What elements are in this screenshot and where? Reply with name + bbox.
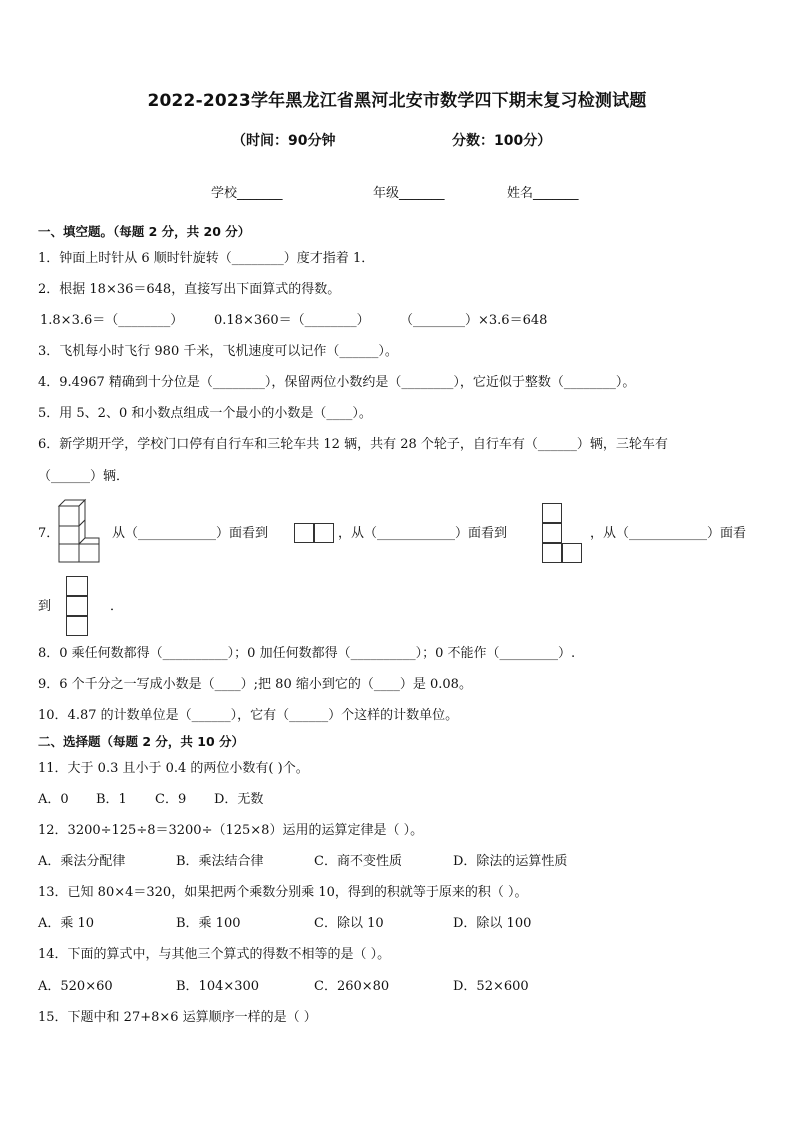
question-12: 12．3200÷125÷8＝3200÷（125×8）运用的运算定律是（ ）。 xyxy=(38,823,424,838)
grade-field: 年级_______ xyxy=(373,186,445,201)
q11-option-a: A．0 xyxy=(38,792,69,807)
q13-option-c: C．除以 10 xyxy=(314,916,384,931)
square xyxy=(66,576,88,596)
q13-option-d: D．除以 100 xyxy=(453,916,532,931)
question-10: 10．4.87 的计数单位是（______），它有（______）个这样的计数单位。 xyxy=(38,708,459,723)
question-8: 8．0 乘任何数都得（__________）；0 加任何数都得（__________）；0 不能作（_________）. xyxy=(38,646,576,661)
question-5: 5．用 5、2、0 和小数点组成一个最小的小数是（____）。 xyxy=(38,406,372,421)
square xyxy=(562,543,582,563)
question-7-part2: ，从（____________）面看到 xyxy=(338,526,508,541)
square xyxy=(294,523,314,543)
question-7-part5: ． xyxy=(110,599,124,614)
question-9: 9．6 个千分之一写成小数是（____）;把 80 缩小到它的（____）是 0.08。 xyxy=(38,677,472,692)
l-shape-figure xyxy=(542,503,582,563)
question-7-part3: ，从（____________）面看 xyxy=(590,526,747,541)
q12-option-b: B．乘法结合律 xyxy=(176,854,264,869)
two-square-row-figure xyxy=(294,523,334,543)
three-square-column-figure xyxy=(66,576,88,636)
square xyxy=(314,523,334,543)
name-field: 姓名_______ xyxy=(507,186,579,201)
question-11: 11．大于 0.3 且小于 0.4 的两位小数有( )个。 xyxy=(38,761,309,776)
q13-option-a: A．乘 10 xyxy=(38,916,95,931)
question-2a: 1.8×3.6＝（________） xyxy=(40,313,184,328)
q12-option-d: D．除法的运算性质 xyxy=(453,854,568,869)
question-3: 3．飞机每小时飞行 980 千米，飞机速度可以记作（______）。 xyxy=(38,344,398,359)
question-2b: 0.18×360＝（________） xyxy=(214,313,370,328)
q14-option-c: C．260×80 xyxy=(314,979,390,994)
section-fill-in: 一、填空题。（每题 2 分，共 20 分） xyxy=(38,224,251,239)
question-4: 4．9.4967 精确到十分位是（________），保留两位小数约是（________），它近似于整数（________）。 xyxy=(38,375,636,390)
cube-stack-figure xyxy=(55,498,101,564)
exam-score: 分数：100分） xyxy=(452,133,552,149)
square xyxy=(542,543,562,563)
cube-stack-svg xyxy=(55,498,101,564)
q14-option-d: D．52×600 xyxy=(453,979,529,994)
q14-option-b: B．104×300 xyxy=(176,979,260,994)
exam-time: （时间：90分钟 xyxy=(232,133,336,149)
school-field: 学校_______ xyxy=(211,186,283,201)
question-15: 15．下题中和 27+8×6 运算顺序一样的是（ ） xyxy=(38,1010,317,1025)
question-13: 13．已知 80×4＝320，如果把两个乘数分别乘 10，得到的积就等于原来的积（ ）。 xyxy=(38,885,528,900)
square xyxy=(542,503,562,523)
q12-option-a: A．乘法分配律 xyxy=(38,854,126,869)
question-2c: （________）×3.6＝648 xyxy=(400,313,548,328)
question-6b: （______）辆． xyxy=(38,469,130,484)
q13-option-b: B．乘 100 xyxy=(176,916,241,931)
q11-option-d: D．无数 xyxy=(214,792,264,807)
question-1: 1．钟面上时针从 6 顺时针旋转（________）度才指着 1． xyxy=(38,251,375,266)
q14-option-a: A．520×60 xyxy=(38,979,113,994)
square xyxy=(66,596,88,616)
question-7-number: 7． xyxy=(38,526,60,541)
question-7-part1: 从（____________）面看到 xyxy=(112,526,269,541)
question-6a: 6．新学期开学，学校门口停有自行车和三轮车共 12 辆，共有 28 个轮子，自行车有（______）辆，三轮车有 xyxy=(38,437,668,452)
q11-option-b: B．1 xyxy=(96,792,127,807)
square xyxy=(66,616,88,636)
q12-option-c: C．商不变性质 xyxy=(314,854,402,869)
exam-title: 2022-2023学年黑龙江省黑河北安市数学四下期末复习检测试题 xyxy=(147,91,647,111)
question-7-part4: 到 xyxy=(38,599,52,614)
section-multiple-choice: 二、选择题（每题 2 分，共 10 分） xyxy=(38,734,245,749)
question-2: 2．根据 18×36＝648，直接写出下面算式的得数。 xyxy=(38,282,341,297)
q11-option-c: C．9 xyxy=(155,792,187,807)
square xyxy=(542,523,562,543)
question-14: 14．下面的算式中，与其他三个算式的得数不相等的是（ ）。 xyxy=(38,947,391,962)
